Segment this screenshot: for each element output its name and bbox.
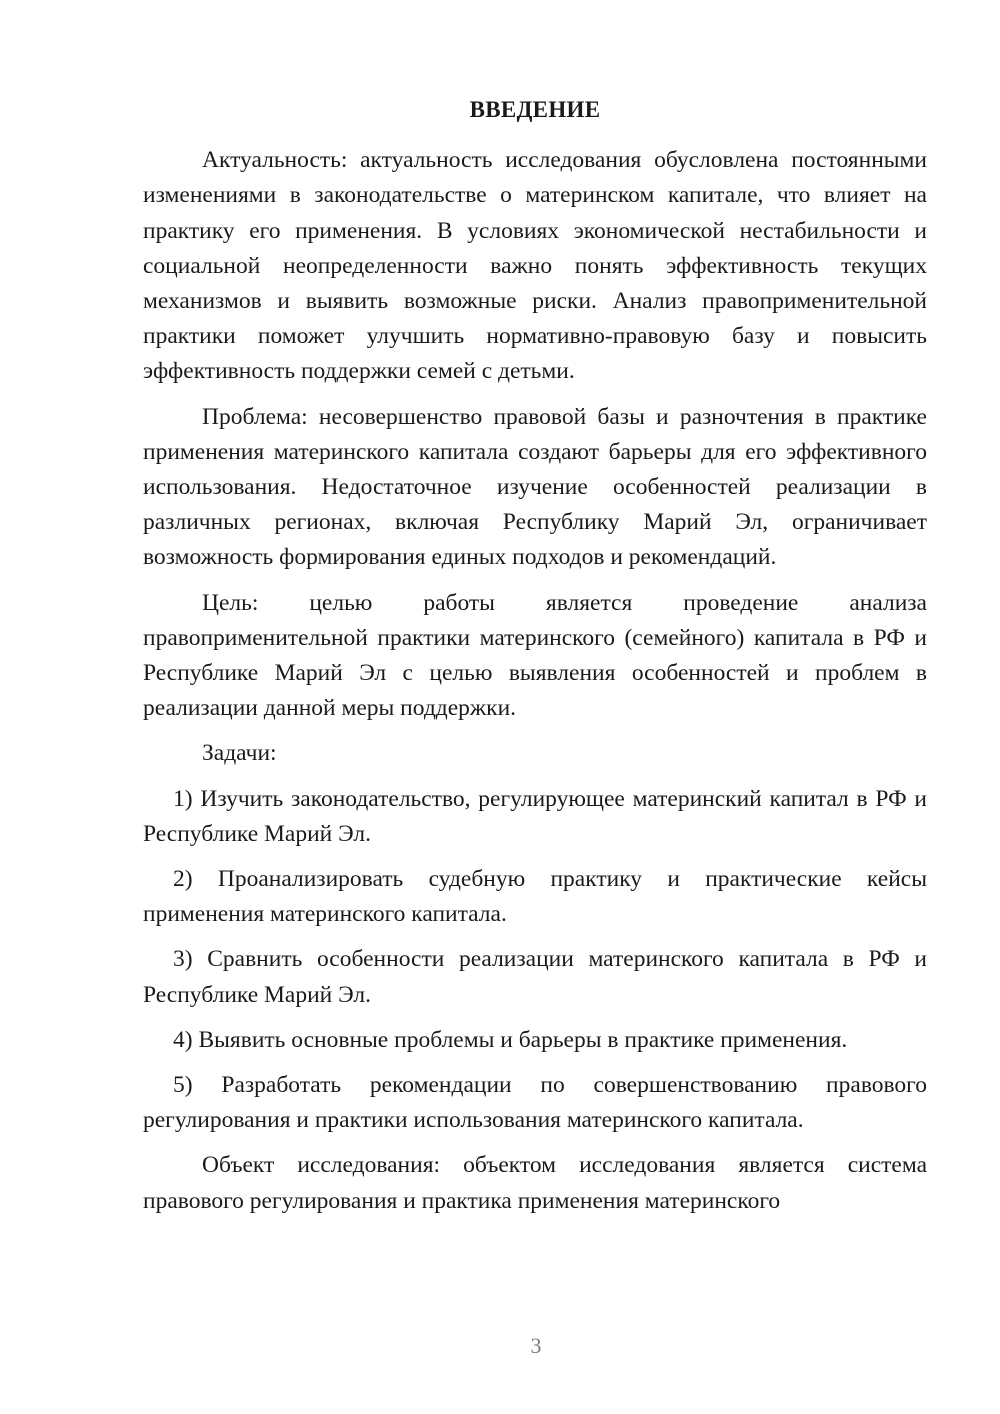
section-heading: ВВЕДЕНИЕ — [469, 97, 601, 122]
page-content — [143, 92, 927, 1219]
task-item: 1) Изучить законодательство, регулирующее материнский капитал в РФ и Республике Марий Эл. — [143, 785, 927, 847]
task-item: 5) Разработать рекомендации по совершенствованию правового регулирования и практики использования материнского капитала. — [143, 1072, 927, 1134]
task-item: 4) Выявить основные проблемы и барьеры в практике применения. — [173, 1026, 848, 1053]
page-number: 3 — [530, 1333, 542, 1358]
problem-paragraph: Проблема: несовершенство правовой базы и разночтения в практике применения материнского капитала создают барьеры для его эффективного использования. Недостаточное изучение особенностей реализации в различных регионах, включая Республику Марий Эл, ограничивает возможность формирования единых подходов и рекомендаций. — [143, 403, 927, 571]
object-paragraph: Объект исследования: объектом исследования является система правового регулирования и практика применения материнского — [143, 1152, 927, 1214]
tasks-label: Задачи: — [202, 740, 277, 767]
task-item: 2) Проанализировать судебную практику и практические кейсы применения материнского капитала. — [143, 866, 927, 928]
goal-paragraph: Цель: целью работы является проведение анализа правоприменительной практики материнского (семейного) капитала в РФ и Республике Марий Эл с целью выявления особенностей и проблем в реализации данной меры поддержки. — [143, 589, 927, 722]
relevance-paragraph: Актуальность: актуальность исследования обусловлена постоянными изменениями в законодательстве о материнском капитале, что влияет на практику его применения. В условиях экономической нестабильности и социальной неопределенности важно понять эффективность текущих механизмов и выявить возможные риски. Анализ правоприменительной практики поможет улучшить нормативно-правовую базу и повысить эффективность поддержки семей с детьми. — [143, 147, 927, 385]
task-item: 3) Сравнить особенности реализации материнского капитала в РФ и Республике Марий Эл. — [143, 946, 927, 1008]
